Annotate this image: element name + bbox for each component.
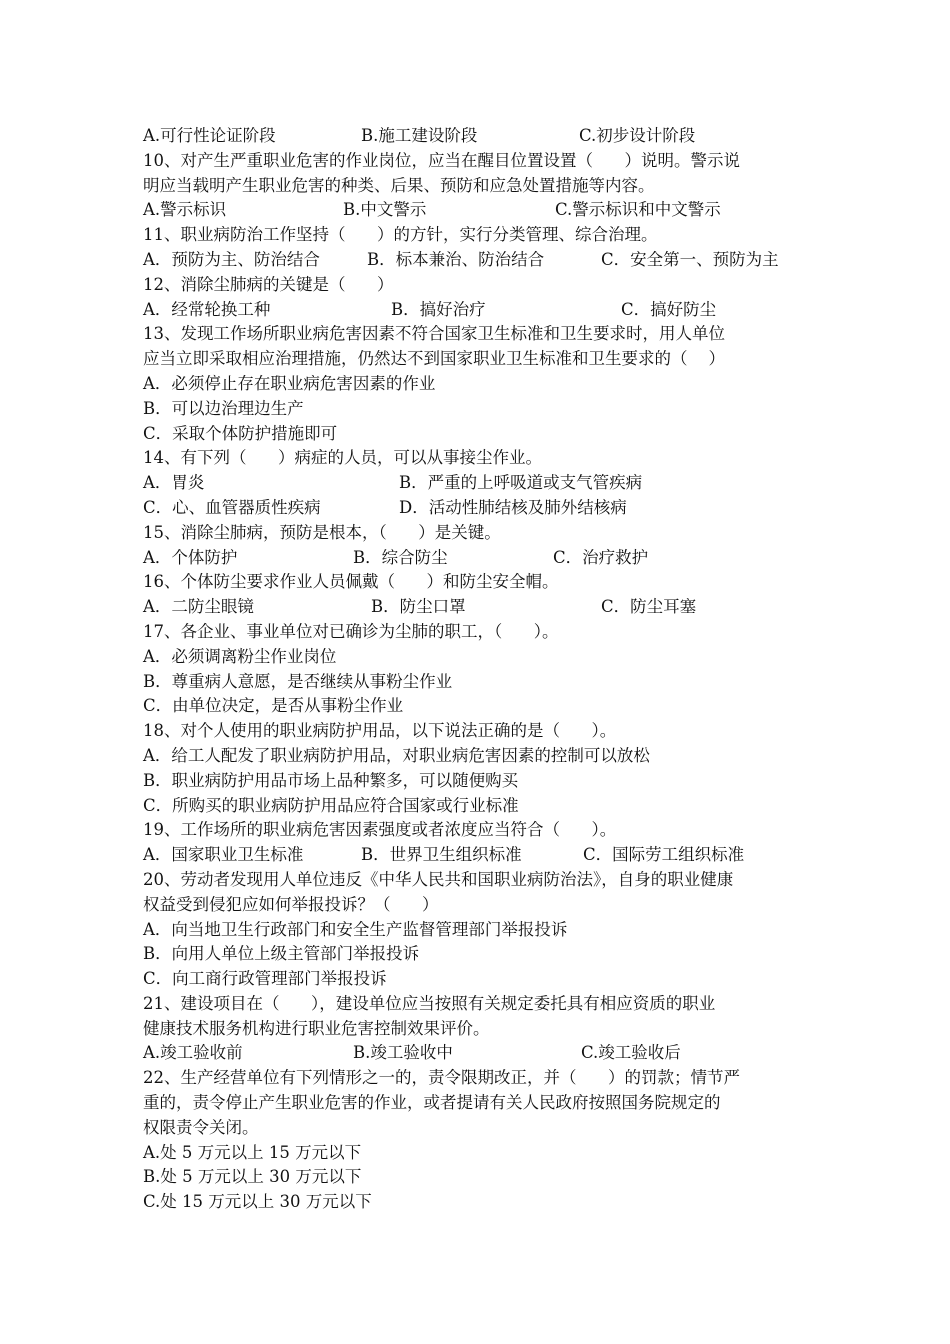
- answer-option: C．安全第一、预防为主: [601, 249, 779, 269]
- answer-option: B．防尘口罩: [371, 597, 466, 617]
- answer-options-row: [143, 546, 813, 571]
- text-line: 19、工作场所的职业病危害因素强度或者浓度应当符合（ ）。: [143, 820, 617, 840]
- text-line: B．向用人单位上级主管部门举报投诉: [143, 944, 420, 964]
- answer-option: C．治疗救护: [553, 547, 649, 567]
- answer-option: B．综合防尘: [353, 547, 448, 567]
- answer-options-row: [143, 496, 813, 521]
- answer-options-row: [143, 1041, 813, 1066]
- exam-question-page: [143, 124, 813, 1215]
- text-line: 16、个体防尘要求作业人员佩戴（ ）和防尘安全帽。: [143, 572, 559, 592]
- answer-option: B．严重的上呼吸道或支气管疾病: [399, 473, 643, 493]
- text-line: C．向工商行政管理部门举报投诉: [143, 969, 387, 989]
- text-line: A.处 5 万元以上 15 万元以下: [143, 1142, 362, 1162]
- answer-option: C．国际劳工组织标准: [583, 845, 745, 865]
- answer-option: A．个体防护: [143, 547, 238, 567]
- text-line: 22、生产经营单位有下列情形之一的，责令限期改正，并（ ）的罚款；情节严: [143, 1068, 740, 1088]
- text-line: C．由单位决定，是否从事粉尘作业: [143, 696, 404, 716]
- text-line: 重的，责令停止产生职业危害的作业，或者提请有关人民政府按照国务院规定的: [143, 1093, 721, 1113]
- text-line: 21、建设项目在（ ），建设单位应当按照有关规定委托具有相应资质的职业: [143, 993, 716, 1013]
- answer-option: B．标本兼治、防治结合: [367, 249, 545, 269]
- text-line: 20、劳动者发现用人单位违反《中华人民共和国职业病防治法》，自身的职业健康: [143, 869, 734, 889]
- text-line: A．必须停止存在职业病危害因素的作业: [143, 373, 436, 393]
- text-line: B．尊重病人意愿，是否继续从事粉尘作业: [143, 671, 453, 691]
- text-line: 11、职业病防治工作坚持（ ）的方针，实行分类管理、综合治理。: [143, 225, 658, 245]
- answer-option: A．二防尘眼镜: [143, 597, 254, 617]
- answer-option: D．活动性肺结核及肺外结核病: [399, 497, 627, 517]
- text-line: A．向当地卫生行政部门和安全生产监督管理部门举报投诉: [143, 919, 568, 939]
- answer-option: C．搞好防尘: [621, 299, 717, 319]
- text-line: 明应当载明产生职业危害的种类、后果、预防和应急处置措施等内容。: [143, 175, 655, 195]
- text-line: 权限责令关闭。: [143, 1117, 259, 1137]
- answer-options-row: [143, 124, 813, 149]
- answer-option: A．胃炎: [143, 473, 205, 493]
- text-line: C.处 15 万元以上 30 万元以下: [143, 1192, 372, 1212]
- answer-option: A．国家职业卫生标准: [143, 845, 304, 865]
- answer-option: B.中文警示: [343, 200, 427, 220]
- text-line: C．所购买的职业病防护用品应符合国家或行业标准: [143, 795, 519, 815]
- text-line: 15、消除尘肺病，预防是根本，（ ）是关键。: [143, 522, 501, 542]
- text-line: B.处 5 万元以上 30 万元以下: [143, 1167, 362, 1187]
- text-line: A．给工人配发了职业病防护用品，对职业病危害因素的控制可以放松: [143, 745, 650, 765]
- answer-option: C.竣工验收后: [581, 1043, 681, 1063]
- answer-option: A．预防为主、防治结合: [143, 249, 320, 269]
- answer-option: A.警示标识: [143, 200, 227, 220]
- text-line: 18、对个人使用的职业病防护用品，以下说法正确的是（ ）。: [143, 721, 617, 741]
- text-line: C．采取个体防护措施即可: [143, 423, 338, 443]
- answer-option: B．世界卫生组织标准: [361, 845, 522, 865]
- text-line: 14、有下列（ ）病症的人员，可以从事接尘作业。: [143, 448, 542, 468]
- answer-options-row: [143, 595, 813, 620]
- text-line: 健康技术服务机构进行职业危害控制效果评价。: [143, 1018, 490, 1038]
- text-line: 12、消除尘肺病的关键是（ ）: [143, 274, 394, 294]
- text-line: B．可以边治理边生产: [143, 398, 304, 418]
- answer-option: C.警示标识和中文警示: [555, 200, 721, 220]
- text-line: B．职业病防护用品市场上品种繁多，可以随便购买: [143, 770, 519, 790]
- answer-option: A.竣工验收前: [143, 1043, 243, 1063]
- text-line: A．必须调离粉尘作业岗位: [143, 646, 337, 666]
- answer-option: B．搞好治疗: [391, 299, 486, 319]
- answer-options-row: [143, 843, 813, 868]
- answer-options-row: [143, 298, 813, 323]
- answer-option: C．防尘耳塞: [601, 597, 697, 617]
- text-line: 10、对产生严重职业危害的作业岗位，应当在醒目位置设置（ ）说明。警示说: [143, 150, 740, 170]
- answer-options-row: [143, 198, 813, 223]
- answer-option: B.施工建设阶段: [361, 126, 478, 145]
- answer-options-row: [143, 248, 813, 273]
- answer-option: B.竣工验收中: [353, 1043, 453, 1063]
- text-line: 13、发现工作场所职业病危害因素不符合国家卫生标准和卫生要求时，用人单位: [143, 324, 725, 344]
- text-line: 应当立即采取相应治理措施，仍然达不到国家职业卫生标准和卫生要求的（ ）: [143, 349, 725, 369]
- answer-option: A．经常轮换工种: [143, 299, 271, 319]
- answer-option: C．心、血管器质性疾病: [143, 497, 321, 517]
- text-line: 17、各企业、事业单位对已确诊为尘肺的职工，（ ）。: [143, 621, 559, 641]
- answer-options-row: [143, 471, 813, 496]
- answer-option: C.初步设计阶段: [579, 126, 696, 145]
- answer-option: A.可行性论证阶段: [143, 126, 276, 145]
- text-line: 权益受到侵犯应如何举报投诉？（ ）: [143, 894, 439, 914]
